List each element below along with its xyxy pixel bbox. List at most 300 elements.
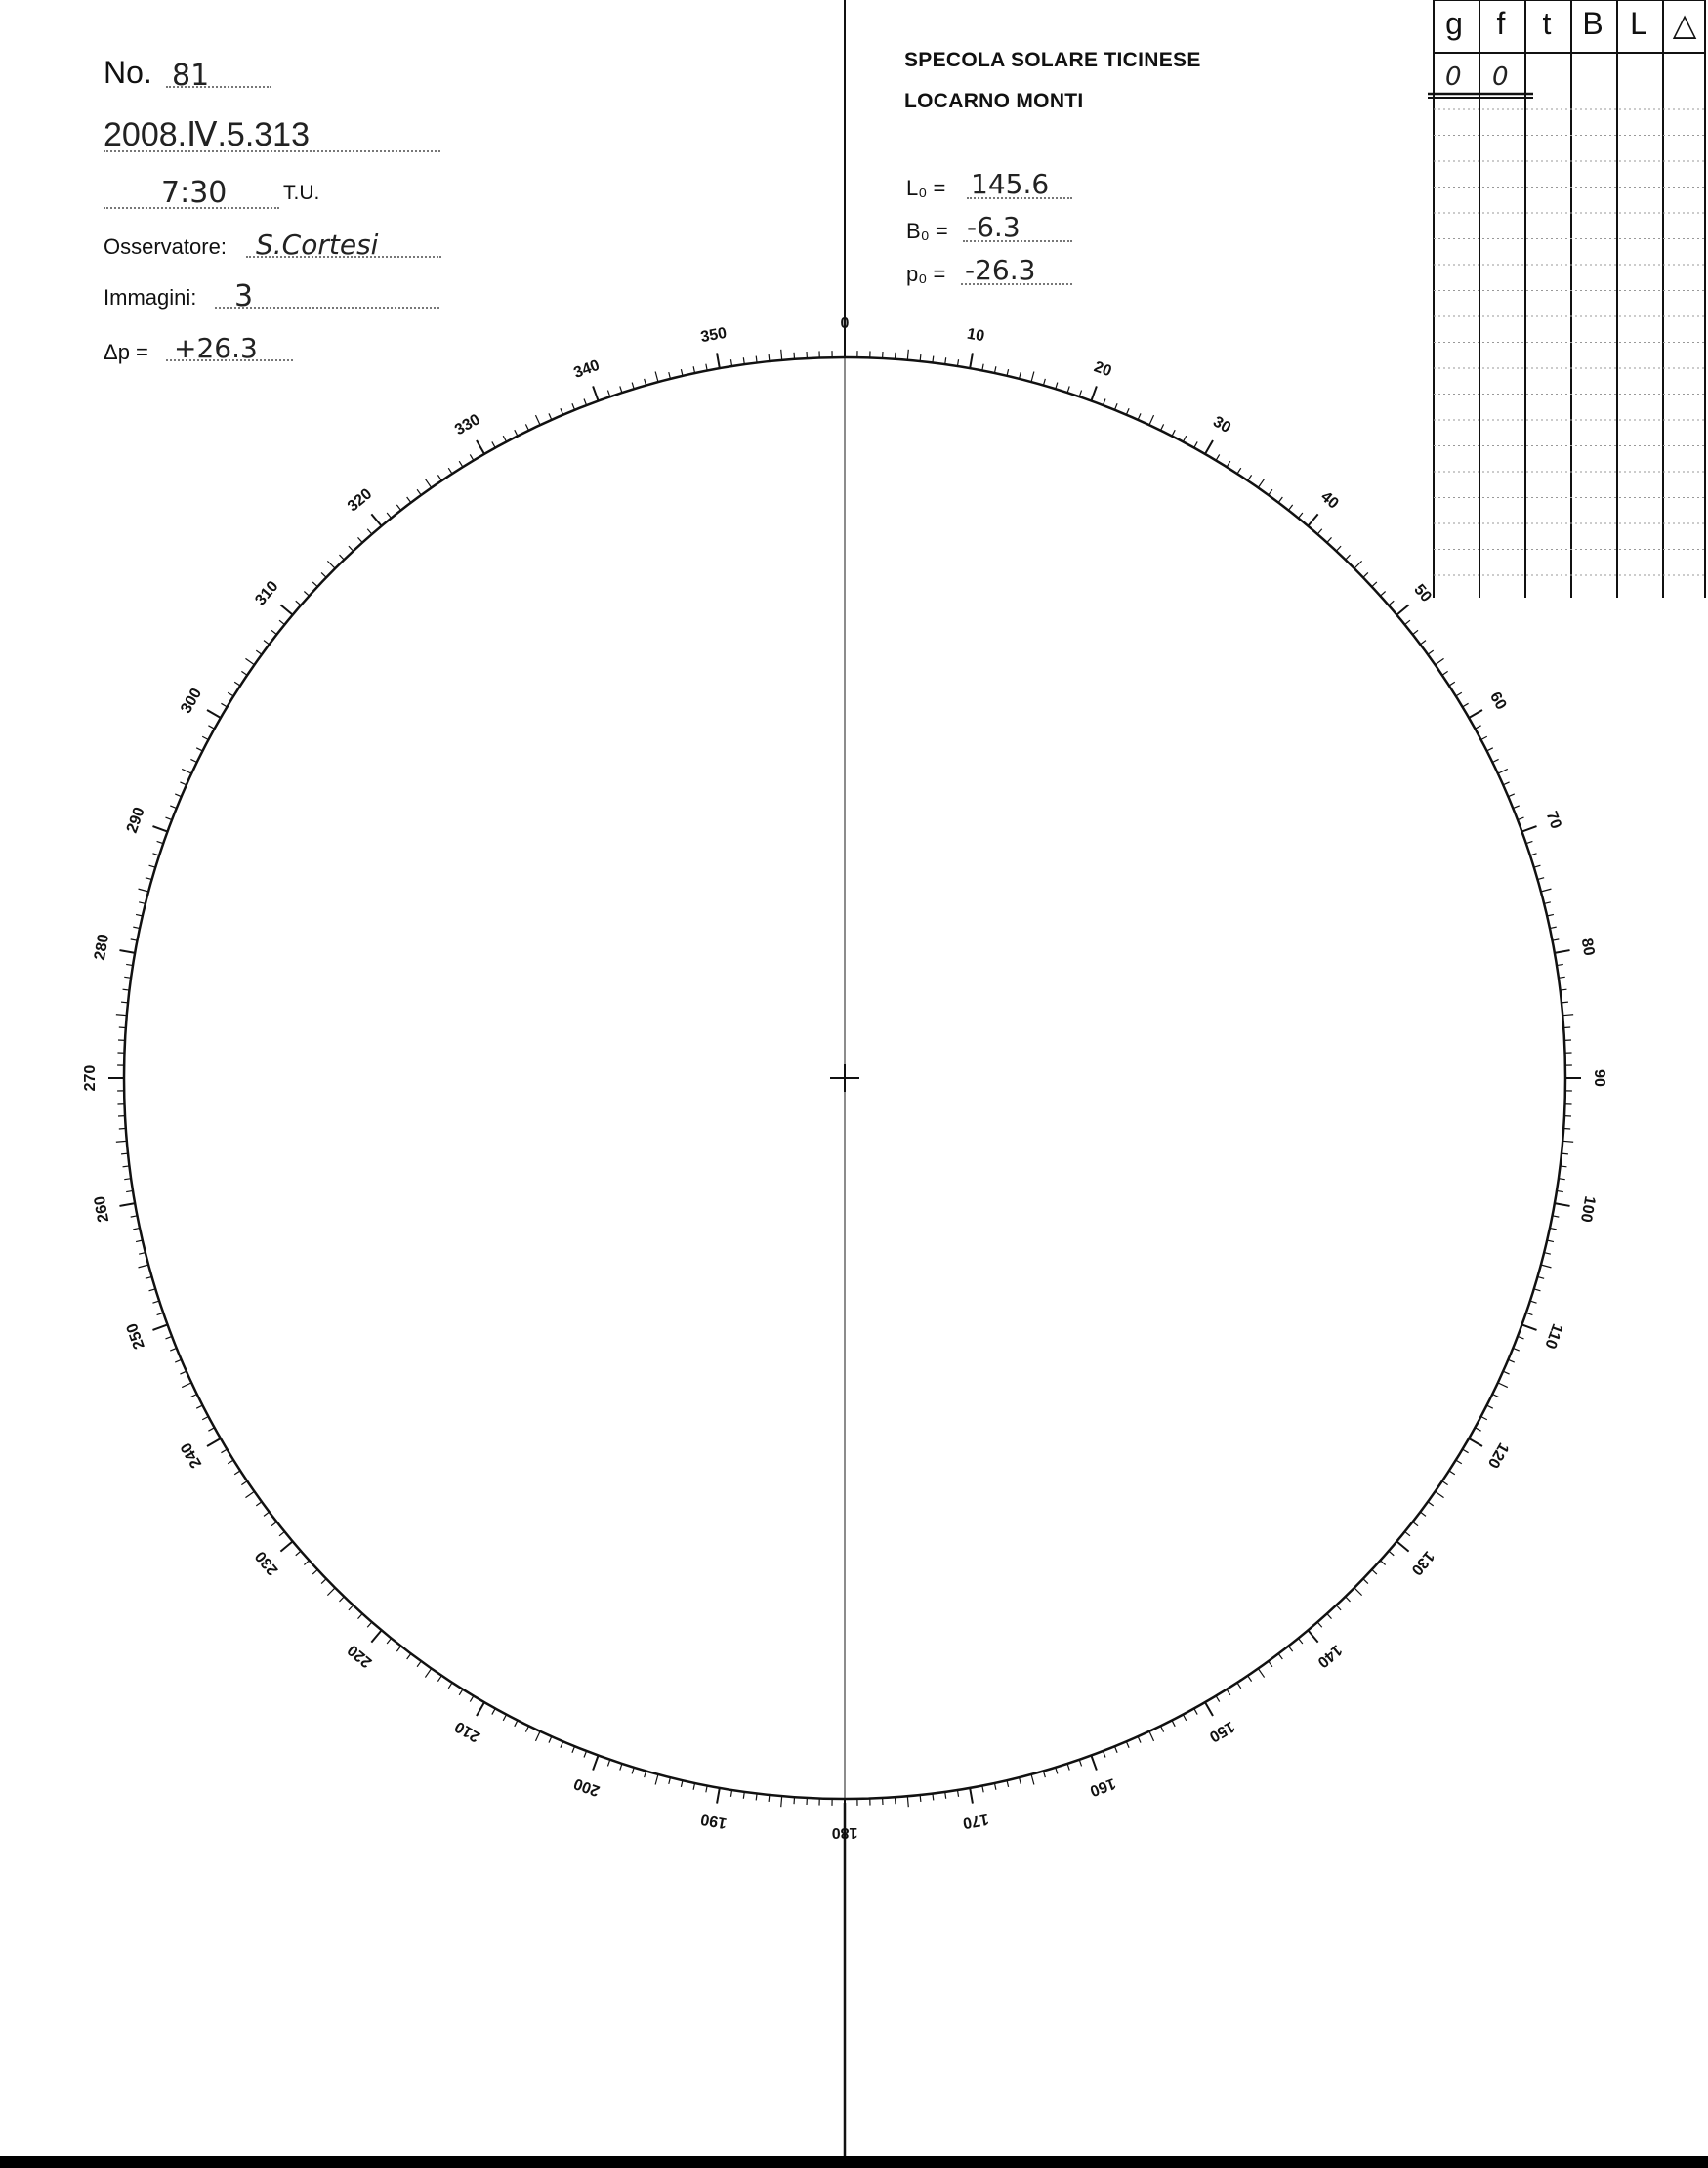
degree-tick — [1547, 914, 1554, 916]
degree-tick — [1138, 1736, 1141, 1742]
degree-tick — [119, 1203, 135, 1206]
degree-tick — [561, 408, 563, 414]
degree-tick — [1091, 1755, 1096, 1770]
degree-tick — [165, 1336, 172, 1339]
degree-tick — [561, 1741, 563, 1747]
degree-tick — [1380, 592, 1385, 597]
degree-tick — [1544, 1253, 1551, 1255]
degree-tick — [339, 555, 344, 560]
degree-tick — [149, 1289, 156, 1291]
degree-tick — [1056, 383, 1058, 390]
degree-tick — [1428, 1502, 1434, 1506]
time-value[interactable]: 7:30 — [161, 176, 228, 210]
degree-tick — [1475, 726, 1480, 729]
degree-tick — [1463, 1449, 1469, 1453]
degree-tick — [1138, 413, 1141, 419]
degree-tick — [1205, 440, 1213, 454]
degree-tick — [1530, 854, 1537, 855]
degree-tick — [769, 1795, 770, 1802]
degree-tick — [1114, 1746, 1117, 1752]
degree-tick — [693, 366, 694, 373]
degree-tick — [1114, 403, 1117, 409]
degree-tick — [180, 782, 186, 785]
degree-tick — [907, 1796, 908, 1807]
degree-tick — [1555, 950, 1570, 953]
degree-tick — [190, 759, 196, 762]
degree-tick — [1308, 514, 1317, 525]
degree-tick — [1354, 561, 1362, 568]
delta-p-value[interactable]: +26.3 — [174, 332, 258, 364]
degree-tick — [620, 386, 622, 393]
degree-tick — [1103, 1751, 1105, 1758]
degree-tick — [1354, 1588, 1362, 1596]
l0-value[interactable]: 145.6 — [971, 168, 1050, 200]
degree-tick — [1258, 479, 1264, 487]
degree-label: 30 — [1210, 413, 1234, 438]
degree-tick — [1518, 817, 1524, 820]
spot-table-grid — [1428, 0, 1705, 598]
degree-label: 210 — [452, 1717, 483, 1745]
degree-tick — [221, 1449, 227, 1453]
degree-label: 340 — [571, 356, 603, 382]
degree-label: 170 — [961, 1810, 990, 1832]
degree-tick — [175, 794, 181, 797]
p0-value[interactable]: -26.3 — [965, 254, 1036, 286]
degree-tick — [1420, 641, 1426, 645]
b0-label: B₀ = — [906, 219, 948, 243]
degree-tick — [1498, 1383, 1508, 1388]
degree-tick — [152, 1301, 159, 1303]
degree-tick — [1126, 1741, 1129, 1747]
degree-tick — [1056, 1768, 1058, 1774]
degree-tick — [1513, 806, 1519, 809]
table-header-t: t — [1542, 6, 1552, 41]
degree-label: 110 — [1541, 1321, 1566, 1352]
degree-tick — [1481, 736, 1487, 739]
degree-tick — [123, 1166, 130, 1167]
table-cell-f[interactable]: 0 — [1492, 63, 1509, 92]
degree-tick — [970, 353, 973, 368]
degree-tick — [1149, 1731, 1154, 1741]
degree-tick — [549, 1736, 552, 1742]
degree-tick — [1363, 572, 1368, 577]
degree-tick — [1007, 1780, 1009, 1787]
degree-tick — [241, 1481, 247, 1485]
degree-tick — [327, 1588, 335, 1596]
degree-tick — [234, 1471, 240, 1475]
degree-tick — [535, 1731, 540, 1741]
degree-tick — [1031, 372, 1034, 383]
degree-tick — [396, 1647, 400, 1652]
number-label: No. — [104, 55, 152, 90]
degree-tick — [1428, 650, 1434, 654]
degree-tick — [1456, 1460, 1462, 1464]
degree-label: 0 — [840, 315, 850, 333]
degree-label: 270 — [82, 1064, 100, 1092]
degree-tick — [1237, 468, 1241, 474]
degree-tick — [139, 902, 146, 904]
institution-name: SPECOLA SOLARE TICINESE — [904, 49, 1201, 71]
degree-tick — [1103, 398, 1105, 405]
degree-tick — [1475, 1428, 1480, 1431]
degree-tick — [448, 1683, 452, 1689]
degree-tick — [349, 1605, 354, 1610]
degree-tick — [371, 514, 381, 525]
degree-tick — [584, 1751, 587, 1758]
degree-tick — [669, 372, 671, 379]
degree-label: 40 — [1317, 488, 1342, 513]
degree-tick — [1442, 1481, 1448, 1485]
degree-tick — [1561, 989, 1567, 990]
degree-tick — [1183, 1715, 1186, 1721]
p0-label: p₀ = — [906, 262, 946, 286]
degree-tick — [1327, 537, 1332, 542]
degree-tick — [549, 413, 552, 419]
degree-label: 310 — [252, 577, 282, 609]
degree-tick — [407, 1653, 411, 1659]
degree-tick — [1405, 1531, 1410, 1535]
observer-label: Osservatore: — [104, 234, 227, 259]
degree-tick — [417, 489, 421, 495]
degree-label: 160 — [1087, 1774, 1118, 1800]
degree-tick — [681, 369, 683, 376]
degree-tick — [1396, 605, 1408, 614]
degree-tick — [136, 914, 143, 916]
degree-tick — [321, 572, 326, 577]
degree-tick — [1079, 391, 1081, 397]
degree-tick — [620, 1764, 622, 1771]
degree-tick — [669, 1777, 671, 1784]
degree-tick — [256, 1502, 262, 1506]
degree-tick — [994, 366, 995, 373]
degree-tick — [781, 350, 782, 360]
degree-tick — [139, 1253, 146, 1255]
institution-location: LOCARNO MONTI — [904, 90, 1084, 112]
degree-tick — [515, 430, 518, 436]
degree-tick — [1372, 1569, 1377, 1574]
degree-tick — [133, 1228, 140, 1229]
degree-tick — [312, 582, 317, 587]
degree-tick — [1547, 1240, 1554, 1242]
degree-tick — [1067, 386, 1069, 393]
degree-label: 80 — [1577, 937, 1598, 958]
degree-tick — [920, 354, 921, 361]
degree-tick — [321, 1579, 326, 1584]
observer-value[interactable]: S.Cortesi — [256, 229, 379, 261]
degree-label: 190 — [699, 1810, 729, 1832]
degree-tick — [1227, 461, 1230, 467]
degree-tick — [387, 513, 391, 518]
degree-tick — [769, 354, 770, 361]
degree-tick — [1555, 1203, 1570, 1206]
degree-tick — [1449, 682, 1455, 686]
degree-tick — [933, 356, 934, 363]
degree-tick — [1194, 1708, 1197, 1714]
degree-label: 300 — [178, 686, 206, 717]
degree-tick — [312, 1569, 317, 1574]
degree-tick — [327, 561, 335, 568]
degree-tick — [271, 1522, 277, 1525]
degree-tick — [121, 1153, 128, 1154]
degree-tick — [1269, 489, 1272, 495]
degree-tick — [1020, 1777, 1021, 1784]
degree-label: 280 — [91, 933, 113, 962]
degree-label: 100 — [1576, 1194, 1599, 1224]
degree-tick — [503, 1715, 506, 1721]
degree-tick — [459, 461, 463, 467]
degree-tick — [1067, 1764, 1069, 1771]
degree-tick — [1126, 408, 1129, 414]
degree-tick — [1172, 430, 1175, 436]
degree-tick — [572, 1746, 575, 1752]
degree-tick — [1031, 1774, 1034, 1785]
degree-tick — [1498, 769, 1508, 773]
degree-tick — [535, 415, 540, 425]
table-cell-g[interactable]: 0 — [1445, 63, 1462, 92]
degree-tick — [367, 529, 372, 534]
degree-tick — [607, 391, 609, 397]
degree-tick — [970, 1788, 973, 1804]
time-unit-label: T.U. — [283, 182, 320, 204]
degree-tick — [304, 592, 309, 597]
degree-tick — [1534, 1289, 1541, 1291]
degree-tick — [1449, 1471, 1455, 1475]
degree-label: 90 — [1590, 1069, 1607, 1087]
degree-tick — [1194, 441, 1197, 447]
degree-tick — [525, 1726, 528, 1731]
degree-tick — [1503, 782, 1509, 785]
degree-tick — [207, 710, 221, 718]
degree-tick — [387, 1639, 391, 1644]
degree-label: 180 — [831, 1823, 858, 1841]
degree-tick — [296, 601, 301, 605]
table-header-delta: △ — [1672, 7, 1697, 42]
degree-tick — [1469, 710, 1482, 718]
degree-label: 220 — [344, 1641, 376, 1671]
degree-tick — [492, 1708, 495, 1714]
degree-tick — [1308, 1630, 1317, 1642]
degree-tick — [492, 441, 495, 447]
degree-tick — [245, 1491, 254, 1497]
degree-tick — [1413, 630, 1419, 634]
degree-label: 60 — [1485, 688, 1510, 713]
degree-tick — [208, 726, 214, 729]
degree-tick — [202, 1416, 208, 1419]
degree-tick — [207, 1438, 221, 1446]
degree-tick — [1346, 555, 1351, 560]
l0-label: L₀ = — [906, 176, 946, 200]
degree-tick — [655, 372, 658, 383]
degree-tick — [245, 658, 254, 664]
degree-tick — [994, 1783, 995, 1790]
degree-tick — [296, 1551, 301, 1556]
degree-tick — [1526, 841, 1533, 843]
degree-tick — [1216, 454, 1220, 460]
degree-tick — [1544, 902, 1551, 904]
degree-tick — [1469, 1438, 1482, 1446]
degree-tick — [119, 950, 135, 953]
degree-tick — [170, 1348, 176, 1351]
degree-tick — [907, 350, 908, 360]
degree-tick — [182, 769, 191, 773]
degree-tick — [1317, 1622, 1322, 1627]
degree-label: 290 — [123, 805, 148, 836]
degree-tick — [1420, 1512, 1426, 1516]
degree-tick — [1550, 1228, 1557, 1229]
degree-tick — [607, 1760, 609, 1767]
degree-tick — [157, 1313, 164, 1314]
degree-tick — [1389, 601, 1394, 605]
degree-tick — [358, 1613, 363, 1618]
degree-tick — [202, 736, 208, 739]
table-header-b: B — [1582, 6, 1604, 41]
degree-tick — [165, 817, 172, 820]
degree-tick — [182, 1383, 191, 1388]
degree-tick — [1413, 1522, 1419, 1525]
degree-tick — [584, 398, 587, 405]
degree-tick — [149, 865, 156, 867]
degree-tick — [1248, 475, 1252, 480]
degree-tick — [264, 1512, 270, 1516]
degree-tick — [152, 826, 167, 831]
degree-tick — [1405, 620, 1410, 624]
delta-p-label: Δp = — [104, 340, 148, 364]
degree-label: 150 — [1206, 1717, 1237, 1745]
degree-tick — [1237, 1683, 1241, 1689]
degree-tick — [1562, 1002, 1568, 1003]
degree-tick — [693, 1783, 694, 1790]
degree-tick — [470, 1696, 474, 1702]
degree-tick — [1007, 369, 1009, 376]
degree-tick — [136, 1240, 143, 1242]
date-value[interactable]: 2008.Ⅳ.5.313 — [104, 116, 310, 153]
degree-tick — [470, 454, 474, 460]
degree-tick — [208, 1428, 214, 1431]
degree-tick — [180, 1371, 186, 1374]
degree-tick — [1298, 513, 1302, 518]
degree-tick — [280, 605, 292, 614]
degree-tick — [371, 1630, 381, 1642]
degree-tick — [1278, 1653, 1282, 1659]
degree-tick — [139, 889, 149, 892]
degree-tick — [358, 537, 363, 542]
degree-tick — [1492, 1395, 1498, 1397]
degree-tick — [1521, 826, 1536, 831]
degree-tick — [593, 386, 598, 400]
degree-tick — [1363, 1579, 1368, 1584]
degree-label: 230 — [252, 1547, 282, 1579]
degree-tick — [1526, 1313, 1533, 1314]
degree-tick — [1346, 1597, 1351, 1602]
degree-tick — [417, 1661, 421, 1667]
degree-tick — [1508, 1359, 1514, 1362]
degree-label: 240 — [178, 1439, 206, 1471]
degree-tick — [1288, 505, 1292, 511]
degree-label: 350 — [699, 324, 729, 347]
degree-tick — [152, 1324, 167, 1329]
degree-tick — [448, 468, 452, 474]
degree-tick — [1380, 1561, 1385, 1565]
degree-tick — [1298, 1639, 1302, 1644]
degree-tick — [515, 1721, 518, 1727]
degree-tick — [1248, 1676, 1252, 1682]
degree-tick — [271, 630, 277, 634]
degree-tick — [1020, 372, 1021, 379]
degree-tick — [477, 440, 484, 454]
degree-tick — [1336, 1605, 1341, 1610]
degree-tick — [1481, 1416, 1487, 1419]
degree-tick — [1389, 1551, 1394, 1556]
degree-label: 250 — [123, 1320, 148, 1352]
degree-tick — [157, 841, 164, 843]
degree-tick — [123, 989, 130, 990]
degree-label: 70 — [1542, 809, 1564, 832]
degree-tick — [1436, 658, 1444, 664]
degree-tick — [1149, 415, 1154, 425]
degree-tick — [1172, 1721, 1175, 1727]
degree-tick — [349, 546, 354, 551]
degree-tick — [121, 1002, 128, 1003]
degree-tick — [717, 353, 720, 368]
degree-label: 10 — [965, 325, 986, 346]
degree-tick — [1503, 1371, 1509, 1374]
degree-tick — [1372, 582, 1377, 587]
degree-tick — [170, 806, 176, 809]
degree-tick — [367, 1622, 372, 1627]
degree-tick — [1518, 1336, 1524, 1339]
degree-tick — [133, 927, 140, 928]
degree-tick — [525, 424, 528, 430]
degree-tick — [632, 383, 634, 390]
degree-tick — [1396, 1541, 1408, 1551]
degree-tick — [1317, 529, 1322, 534]
degree-tick — [920, 1795, 921, 1802]
degree-tick — [139, 1265, 149, 1268]
degree-tick — [339, 1597, 344, 1602]
degree-tick — [1550, 927, 1557, 928]
images-value[interactable]: 3 — [234, 279, 254, 313]
degree-tick — [781, 1796, 782, 1807]
degree-tick — [437, 1676, 441, 1682]
degree-tick — [1161, 424, 1164, 430]
degree-tick — [425, 479, 431, 487]
degree-tick — [1530, 1301, 1537, 1303]
degree-tick — [196, 748, 202, 751]
b0-value[interactable]: -6.3 — [967, 211, 1021, 243]
degree-tick — [437, 475, 441, 480]
table-header-f: f — [1496, 6, 1506, 41]
degree-tick — [196, 1405, 202, 1408]
degree-label: 20 — [1091, 358, 1114, 381]
number-value[interactable]: 81 — [172, 59, 210, 93]
degree-tick — [655, 1774, 658, 1785]
degree-tick — [1562, 1141, 1573, 1142]
degree-tick — [1183, 436, 1186, 441]
degree-label: 200 — [571, 1774, 603, 1800]
degree-tick — [279, 620, 284, 624]
degree-tick — [1205, 1702, 1213, 1716]
degree-tick — [190, 1395, 196, 1397]
degree-tick — [1562, 1015, 1573, 1016]
degree-tick — [1541, 889, 1552, 892]
images-label: Immagini: — [104, 285, 197, 310]
degree-tick — [1562, 1153, 1568, 1154]
degree-tick — [1442, 671, 1448, 675]
degree-tick — [1534, 865, 1541, 867]
degree-tick — [1508, 794, 1514, 797]
degree-tick — [279, 1531, 284, 1535]
degree-tick — [228, 1460, 233, 1464]
